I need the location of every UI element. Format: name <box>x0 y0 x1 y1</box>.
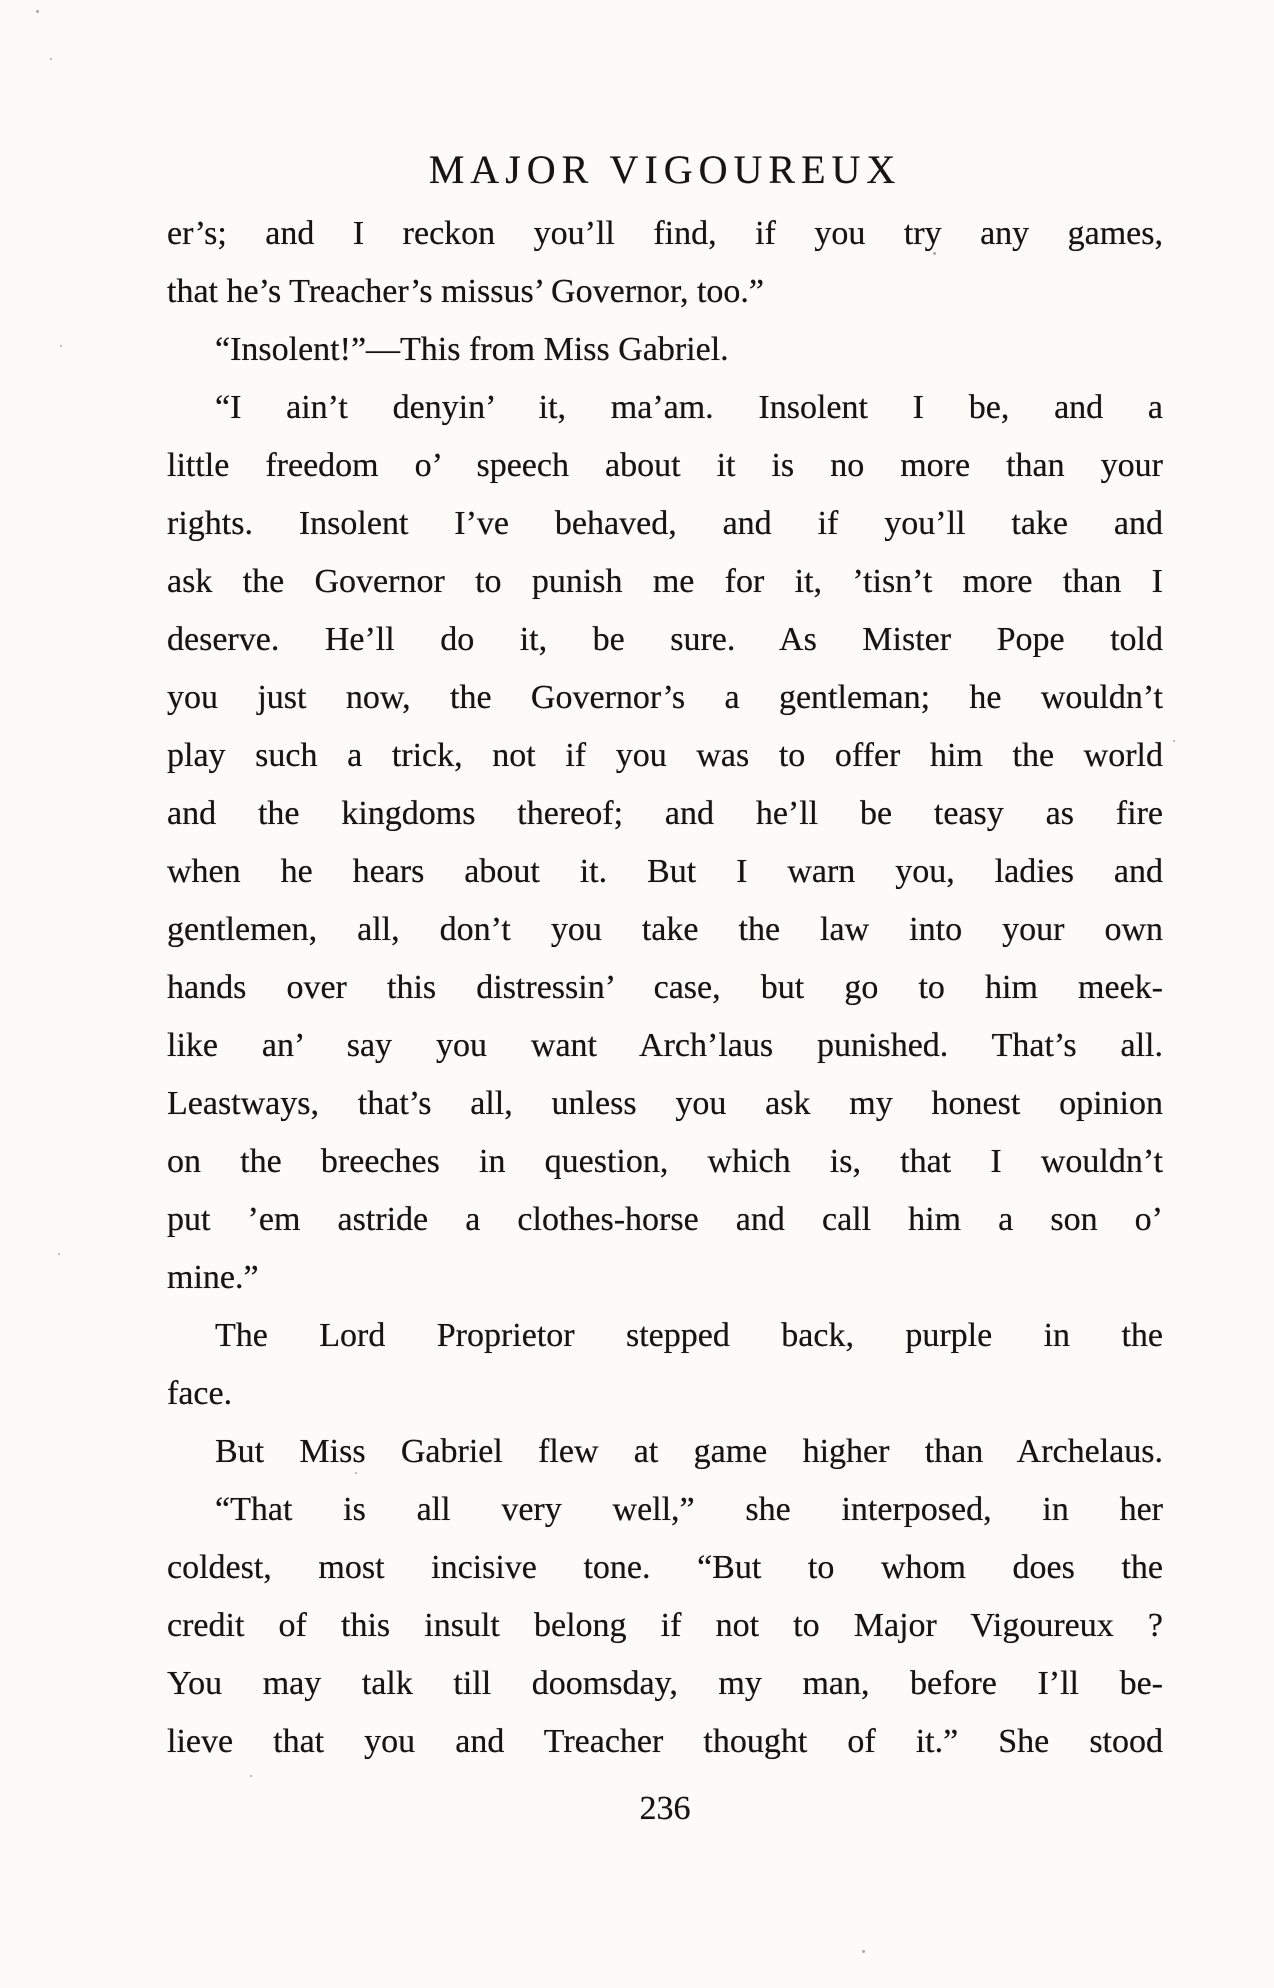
text-line: face. <box>167 1375 233 1412</box>
scan-speck <box>58 1253 60 1255</box>
text-line: ask the Governor to punish me for it, ’tisn’t more than I <box>167 563 1163 600</box>
scan-speck <box>862 1950 865 1953</box>
scan-speck <box>36 10 39 13</box>
page-text <box>167 205 1163 1771</box>
scan-speck <box>355 1472 357 1474</box>
scan-speck <box>60 345 62 347</box>
scan-speck <box>933 252 936 255</box>
text-line: like an’ say you want Arch’laus punished. That’s all. <box>167 1027 1163 1064</box>
text-line: But Miss Gabriel flew at game higher than Archelaus. <box>215 1433 1163 1470</box>
text-line: and the kingdoms thereof; and he’ll be teasy as fire <box>167 795 1163 832</box>
text-line: when he hears about it. But I warn you, ladies and <box>167 853 1163 890</box>
running-header: MAJOR VIGOUREUX <box>428 147 902 192</box>
text-line: credit of this insult belong if not to Major Vigoureux ? <box>167 1607 1163 1644</box>
text-line: hands over this distressin’ case, but go to him meek- <box>167 969 1163 1006</box>
text-line: that he’s Treacher’s missus’ Governor, too.” <box>167 273 765 310</box>
page-number: 236 <box>639 1790 691 1827</box>
text-line: put ’em astride a clothes-horse and call him a son o’ <box>167 1201 1163 1238</box>
text-line: you just now, the Governor’s a gentleman; he wouldn’t <box>167 679 1163 716</box>
text-line: on the breeches in question, which is, that I wouldn’t <box>167 1143 1163 1180</box>
text-line: coldest, most incisive tone. “But to whom does the <box>167 1549 1163 1586</box>
text-line: little freedom o’ speech about it is no more than your <box>167 447 1163 484</box>
text-line: er’s; and I reckon you’ll find, if you try any games, <box>167 215 1163 252</box>
scan-speck <box>50 58 52 60</box>
text-line: The Lord Proprietor stepped back, purple in the <box>215 1317 1163 1354</box>
scan-speck <box>1173 740 1175 742</box>
scan-speck <box>250 1775 252 1777</box>
text-line: “I ain’t denyin’ it, ma’am. Insolent I be, and a <box>215 389 1163 426</box>
text-line: lieve that you and Treacher thought of it.” She stood <box>167 1723 1163 1760</box>
text-line: gentlemen, all, don’t you take the law into your own <box>167 911 1163 948</box>
text-line: rights. Insolent I’ve behaved, and if you’ll take and <box>167 505 1163 542</box>
text-line: Leastways, that’s all, unless you ask my honest opinion <box>167 1085 1163 1122</box>
text-line: You may talk till doomsday, my man, before I’ll be- <box>167 1665 1163 1702</box>
text-line: “Insolent!”—This from Miss Gabriel. <box>215 331 729 368</box>
text-line: mine.” <box>167 1259 259 1296</box>
text-line: “That is all very well,” she interposed, in her <box>215 1491 1163 1528</box>
text-line: deserve. He’ll do it, be sure. As Mister Pope told <box>167 621 1163 658</box>
text-line: play such a trick, not if you was to offer him the world <box>167 737 1163 774</box>
